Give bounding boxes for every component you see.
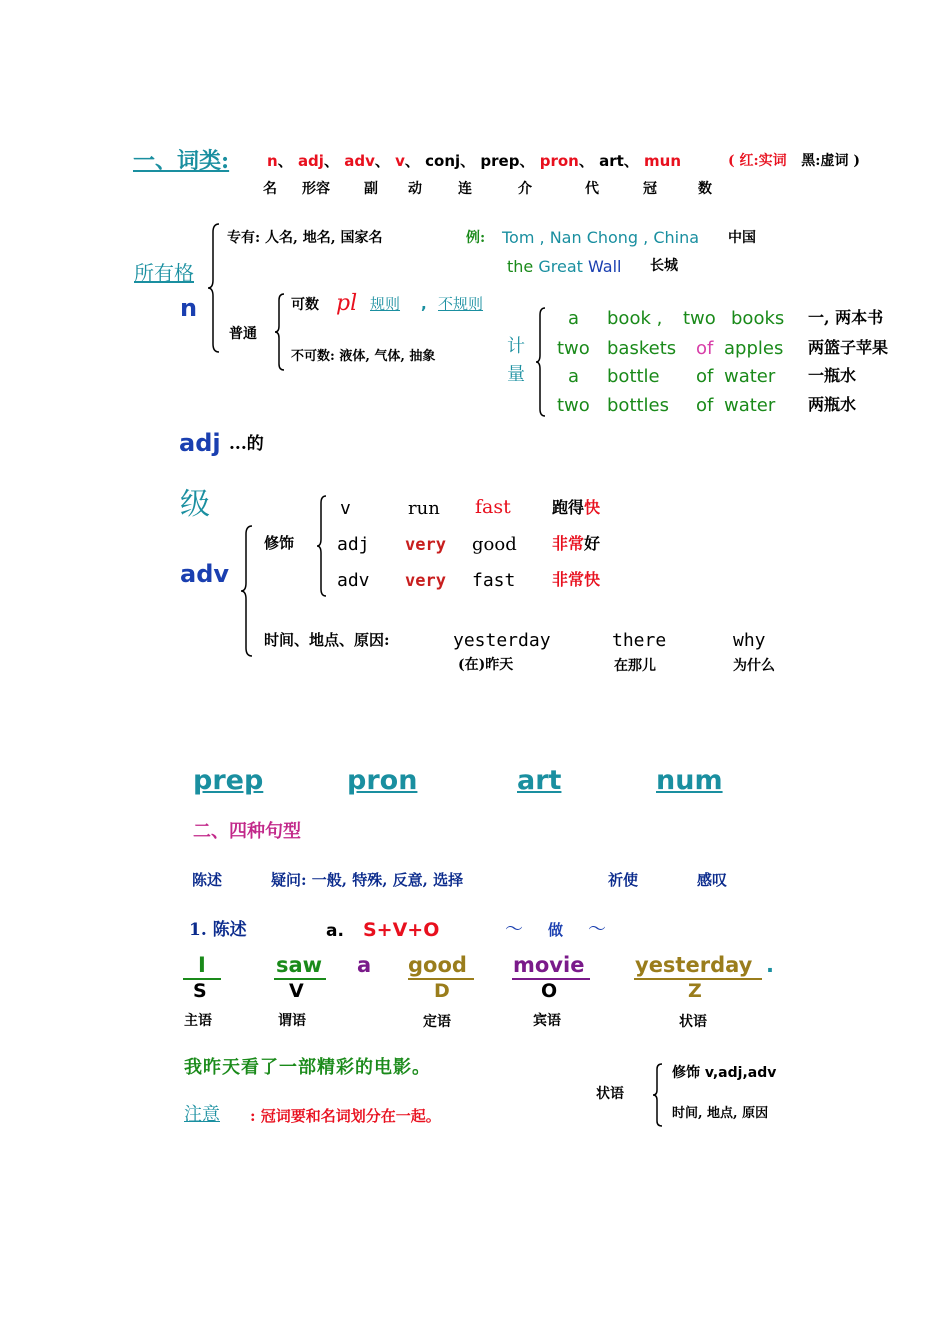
cn-art: 冠 (643, 181, 657, 197)
irregular: 不规则 (438, 295, 484, 313)
cn-part: 好 (584, 534, 601, 553)
cn-conj: 连 (458, 181, 472, 197)
sentence-word-good: good (408, 953, 467, 977)
code-v: V (289, 980, 304, 1002)
measure-row3-d: water (724, 366, 776, 387)
time-cn-why: 为什么 (733, 658, 775, 674)
section2-title: 二、四种句型 (193, 821, 301, 842)
example-2 (507, 259, 622, 275)
class-num: num (656, 765, 723, 796)
code-d: D (434, 980, 450, 1002)
translation: 我昨天看了一部精彩的电影。 (184, 1057, 431, 1078)
measure-row1-c: two (683, 308, 716, 329)
cn-pron: 代 (585, 181, 599, 197)
note-label: 注意 (184, 1104, 220, 1125)
role-predicate: 谓语 (278, 1013, 306, 1029)
sentence-word-a: a (357, 953, 372, 977)
type-exclamatory: 感叹 (697, 871, 728, 889)
cat-adj: adj (297, 152, 324, 170)
tilde-open: ～ (505, 919, 523, 940)
time-word-why: why (733, 630, 766, 651)
cn-adj: 形容 (302, 181, 330, 197)
adv-row1-w1: run (408, 498, 440, 519)
adv-brace (240, 524, 254, 658)
measure-row3-cn: 一瓶水 (808, 366, 857, 385)
class-art: art (517, 765, 562, 796)
word-class-list (267, 154, 681, 169)
role-adverbial: 状语 (679, 1014, 707, 1030)
role-object: 宾语 (533, 1013, 561, 1029)
sentence-word-yesterday: yesterday (635, 953, 753, 977)
adv-row3-w1: very (405, 571, 446, 591)
cn-emph: 非常 (552, 534, 585, 553)
cn-adv: 副 (364, 181, 378, 197)
cn-emph: 非常 (552, 570, 585, 589)
sep: 、 (323, 152, 339, 170)
measure-brace (535, 306, 547, 418)
uncountable: 不可数: 液体, 气体, 抽象 (291, 349, 436, 364)
noun-brace (207, 222, 221, 354)
adv-row2-w2: good (472, 534, 517, 555)
sep: 、 (519, 152, 535, 170)
sep: 、 (460, 152, 476, 170)
class-pron: pron (347, 765, 418, 796)
time-word-yesterday: yesterday (453, 630, 551, 651)
code-z: Z (688, 980, 702, 1002)
role-subject: 主语 (184, 1013, 212, 1029)
legend (728, 154, 860, 168)
sentence-word-i: I (198, 953, 206, 977)
cn-emph: 快 (584, 570, 601, 589)
word-the: the (507, 257, 534, 276)
cn-n: 名 (263, 181, 277, 197)
adverbial-label: 状语 (596, 1086, 624, 1102)
regular: 规则 (370, 295, 401, 313)
adv-modify: 修饰 (264, 534, 295, 552)
noun-letter: n (180, 294, 198, 322)
measure-row4-d: water (724, 395, 776, 416)
cat-n: n (267, 152, 278, 170)
example-1: Tom , Nan Chong , China (502, 228, 700, 247)
adj-label: adj (179, 429, 221, 457)
adv-row2-cn (552, 536, 600, 552)
cat-v: v (395, 152, 405, 170)
measure-char-2: 量 (507, 364, 525, 385)
type-interrogative: 疑问: 一般, 特殊, 反意, 选择 (271, 871, 464, 889)
measure-row1-cn: 一, 两本书 (808, 308, 884, 327)
cat-art: art (599, 152, 624, 170)
comma: , (421, 295, 427, 313)
cat-pron: pron (539, 152, 579, 170)
section1-title: 一、词类: (133, 148, 230, 174)
subsection-declarative: 1. 陈述 (189, 920, 247, 940)
measure-row1-d: books (731, 308, 785, 329)
sep: 、 (404, 152, 420, 170)
measure-row4-c: of (696, 395, 714, 416)
measure-row1-a: a (568, 308, 580, 329)
level-char: 级 (180, 487, 210, 522)
section1-number (133, 150, 229, 172)
cn-emph: 快 (584, 498, 601, 517)
adv-row3-w2: fast (472, 570, 516, 591)
sep: 、 (277, 152, 293, 170)
measure-row4-cn: 两瓶水 (808, 395, 857, 414)
adv-row1-w2: fast (475, 496, 511, 518)
measure-row3-c: of (696, 366, 714, 387)
tilde-close: ～ (588, 919, 606, 940)
sentence-word-saw: saw (276, 953, 323, 977)
possessive-label: 所有格 (134, 261, 194, 285)
adv-row2-w1: very (405, 535, 446, 555)
pattern-a: a. (326, 921, 344, 941)
paren: ) (853, 153, 860, 169)
adj-suffix: ...的 (229, 434, 264, 454)
class-prep: prep (193, 765, 264, 796)
cn-part: 跑得 (552, 498, 585, 517)
countable: 可数 (291, 297, 319, 313)
adverbial-brace (652, 1062, 664, 1128)
sep: 、 (623, 152, 639, 170)
measure-row2-c: of (696, 338, 714, 359)
type-imperative: 祈使 (608, 871, 639, 889)
sep: 、 (578, 152, 594, 170)
role-attributive: 定语 (423, 1014, 451, 1030)
adverbial-time: 时间, 地点, 原因 (672, 1106, 769, 1121)
adv-row1-pos: v (340, 498, 351, 519)
pattern-svo: S+V+O (363, 919, 440, 941)
modify-brace (316, 494, 328, 598)
adv-row3-cn (552, 572, 600, 588)
legend-real: 红:实词 (739, 153, 787, 169)
time-cn-there: 在那儿 (614, 658, 656, 674)
adv-row1-cn (552, 500, 600, 516)
code-o: O (541, 980, 558, 1002)
example-label: 例: (466, 230, 486, 246)
cn-prep: 介 (518, 181, 532, 197)
cat-mun: mun (644, 152, 682, 170)
common-noun: 普通 (229, 326, 257, 342)
type-declarative: 陈述 (192, 871, 223, 889)
adv-row2-pos: adj (337, 534, 370, 555)
common-brace (274, 292, 286, 372)
adv-time-label: 时间、地点、原因: (264, 631, 390, 649)
example-2-cn: 长城 (650, 258, 678, 274)
word-great: Great (538, 257, 583, 276)
sep: 、 (374, 152, 390, 170)
measure-row2-b: baskets (607, 338, 677, 359)
cn-v: 动 (408, 181, 422, 197)
adverbial-modify: 修饰 v,adj,adv (672, 1065, 777, 1081)
example-1-cn: 中国 (728, 230, 756, 246)
cn-num: 数 (698, 181, 712, 197)
cat-adv: adv (344, 152, 375, 170)
measure-row2-a: two (557, 338, 590, 359)
plural-mark: pl (336, 291, 358, 316)
measure-char-1: 计 (507, 336, 525, 357)
measure-row3-b: bottle (607, 366, 660, 387)
proper-noun: 专有: 人名, 地名, 国家名 (227, 230, 383, 246)
note-text: : 冠词要和名词划分在一起。 (250, 1107, 441, 1125)
cat-prep: prep (480, 152, 520, 170)
measure-row3-a: a (568, 366, 580, 387)
measure-row2-d: apples (724, 338, 784, 359)
measure-row1-b: book , (607, 308, 663, 329)
measure-row4-b: bottles (607, 395, 670, 416)
word-wall: Wall (588, 257, 622, 276)
adv-label: adv (180, 560, 230, 588)
legend-void: 黑:虚词 (801, 153, 849, 169)
time-word-there: there (612, 630, 667, 651)
paren: ( (728, 153, 735, 169)
adv-row3-pos: adv (337, 570, 370, 591)
cat-conj: conj (425, 152, 461, 170)
pattern-do: 做 (548, 921, 564, 939)
sentence-period: . (766, 953, 774, 977)
time-cn-yesterday: (在)昨天 (458, 657, 514, 673)
sentence-word-movie: movie (513, 953, 585, 977)
measure-row2-cn: 两篮子苹果 (808, 338, 889, 357)
code-s: S (193, 980, 207, 1002)
measure-row4-a: two (557, 395, 590, 416)
